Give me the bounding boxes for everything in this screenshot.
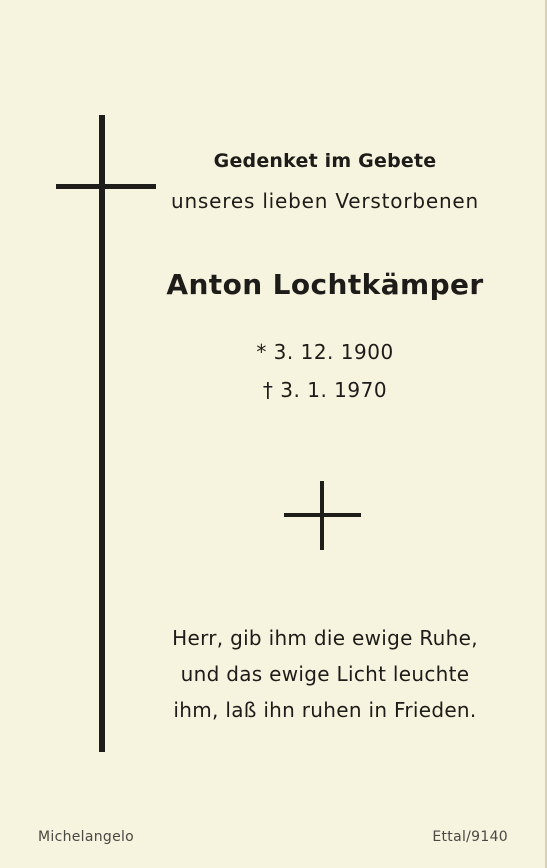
death-date: † 3. 1. 1970 xyxy=(262,378,388,402)
heading: Gedenket im Gebete xyxy=(213,150,437,172)
large-cross-icon-horizontal-bar xyxy=(56,184,156,189)
subheading: unseres lieben Verstorbenen xyxy=(170,189,480,213)
prayer-text xyxy=(160,620,490,728)
large-cross-icon-vertical-bar xyxy=(99,115,105,752)
birth-date: * 3. 12. 1900 xyxy=(256,340,394,364)
prayer-line: und das ewige Licht leuchte xyxy=(180,662,470,686)
prayer-line: Herr, gib ihm die ewige Ruhe, xyxy=(172,626,478,650)
small-cross-icon-horizontal-bar xyxy=(284,513,361,517)
deceased-name: Anton Lochtkämper xyxy=(166,268,484,301)
artist-credit: Michelangelo xyxy=(38,829,135,845)
prayer-line: ihm, laß ihn ruhen in Frieden. xyxy=(173,698,477,722)
publisher-code: Ettal/9140 xyxy=(432,829,508,845)
